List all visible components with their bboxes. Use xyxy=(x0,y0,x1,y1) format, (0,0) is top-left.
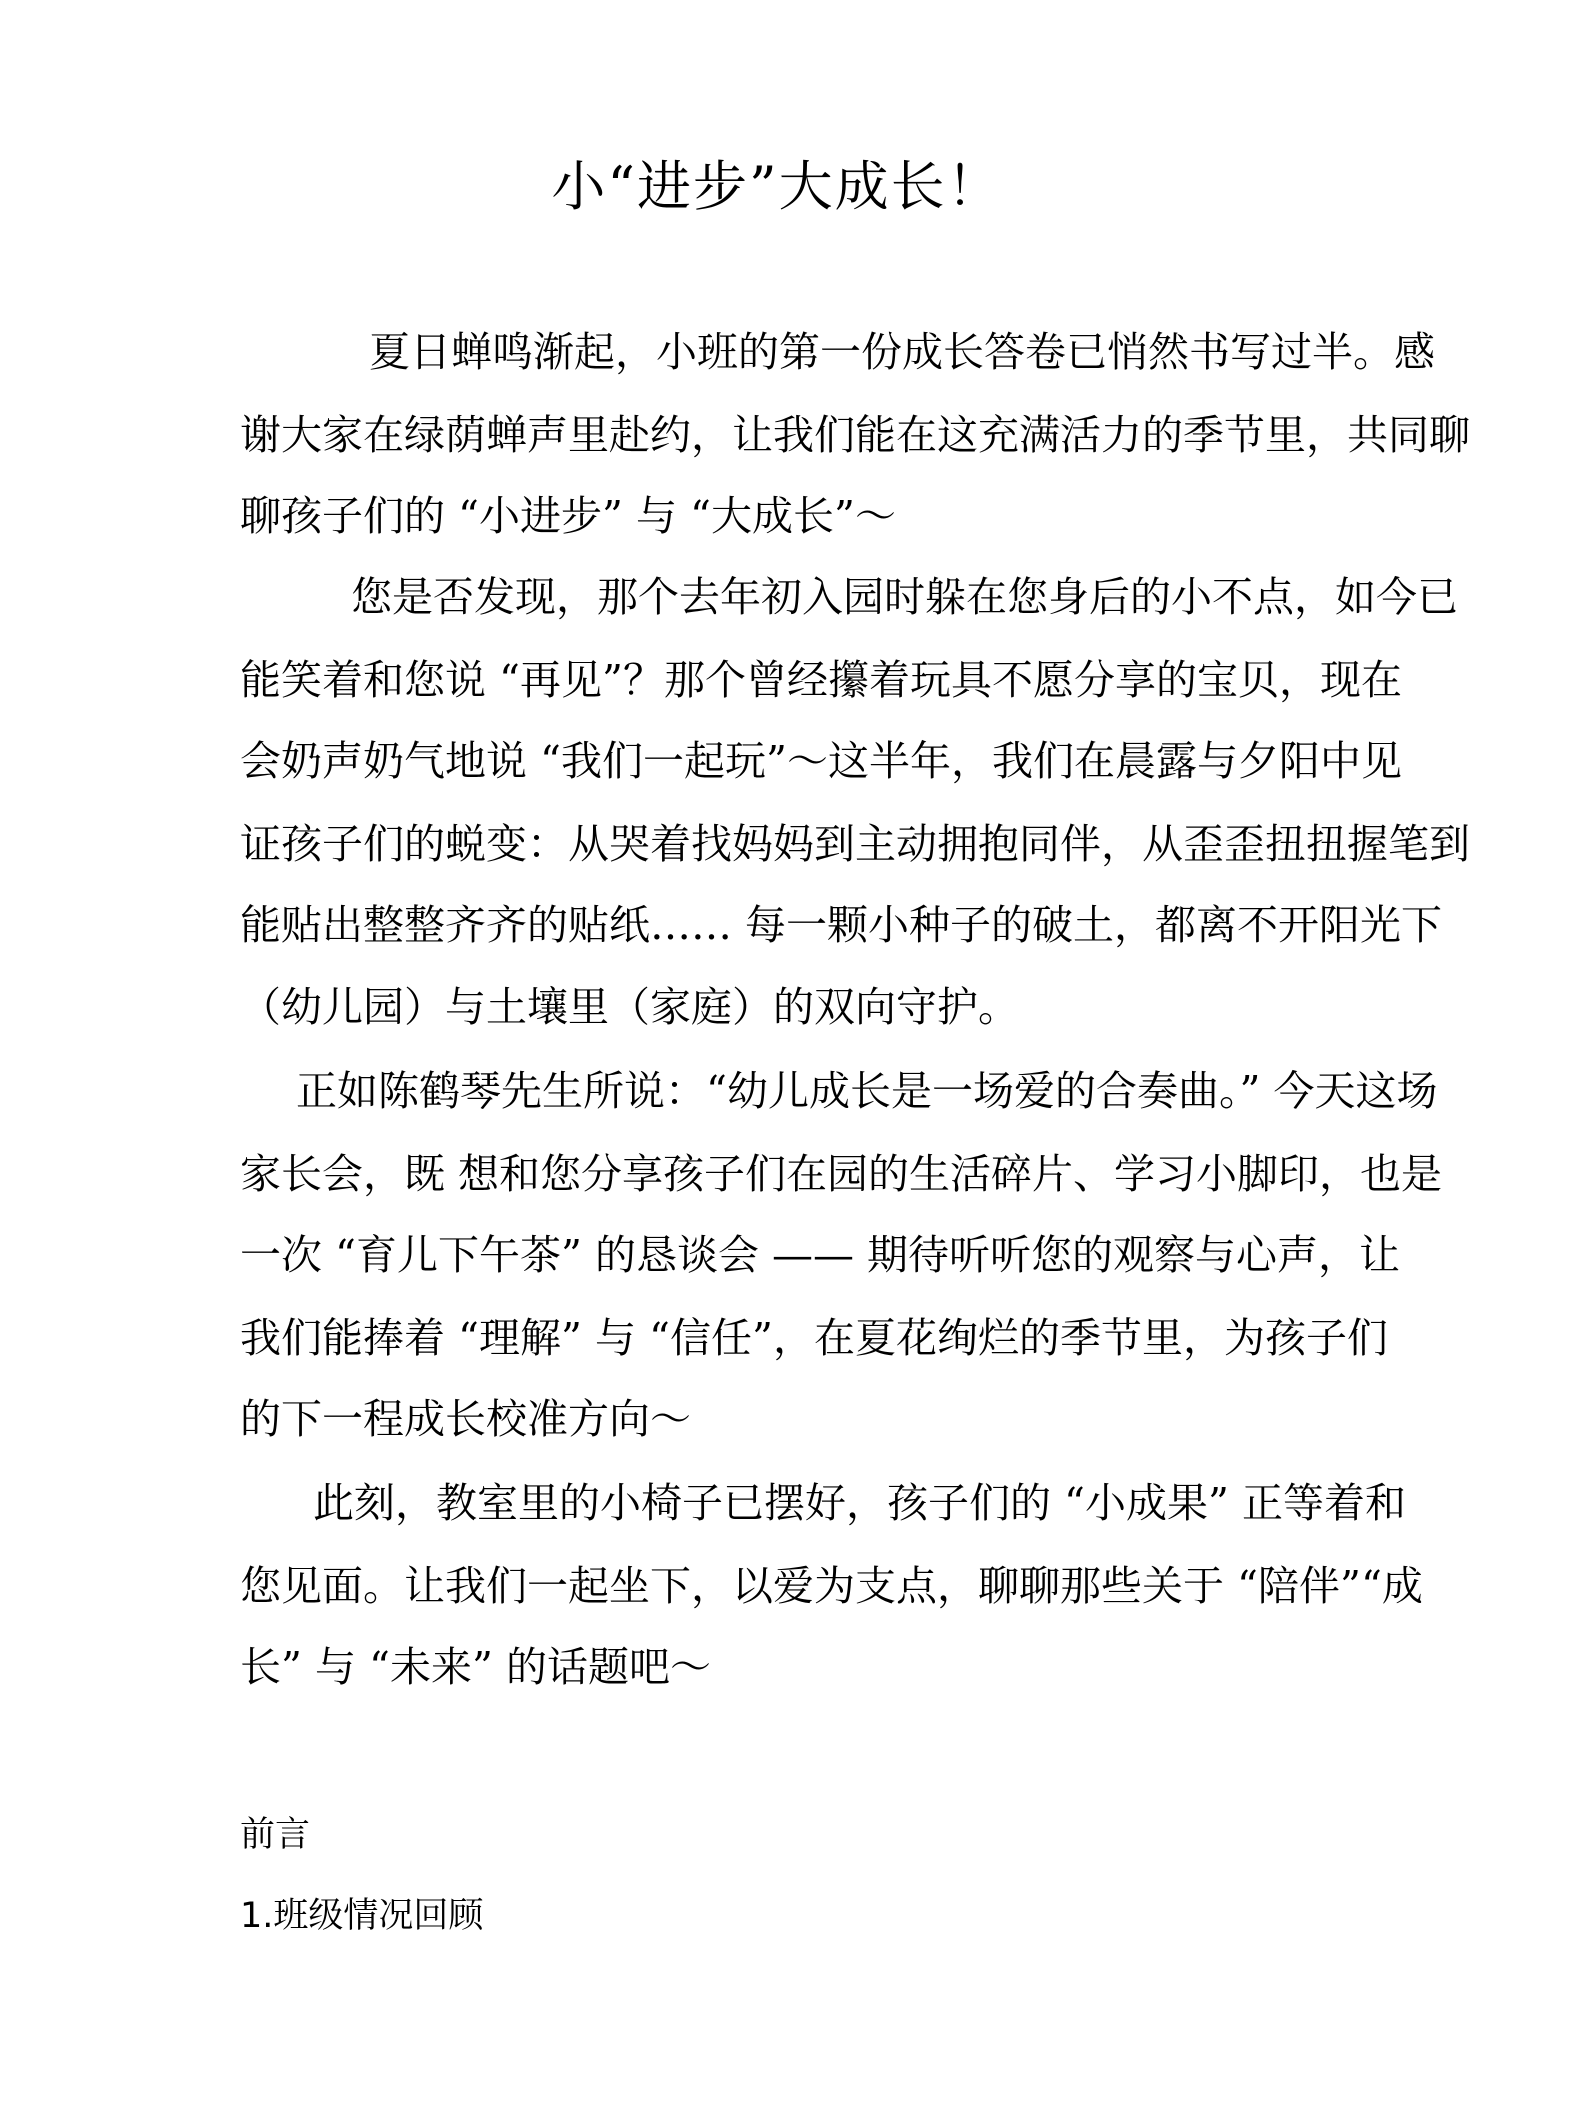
section-heading-preface: 前言 xyxy=(240,1815,311,1855)
paragraph-3-line-4: 我们能捧着 “理解” 与 “信任”，在夏花绚烂的季节里，为孩子们 xyxy=(240,1314,1388,1362)
paragraph-1-line-3: 聊孩子们的 “小进步” 与 “大成长”～ xyxy=(240,492,896,540)
paragraph-2-line-2: 能笑着和您说 “再见”？那个曾经攥着玩具不愿分享的宝贝，现在 xyxy=(240,656,1402,704)
paragraph-2-line-5: 能贴出整整齐齐的贴纸…… 每一颗小种子的破土，都离不开阳光下 xyxy=(240,901,1443,949)
paragraph-1-line-1: 夏日蝉鸣渐起，小班的第一份成长答卷已悄然书写过半。感 xyxy=(369,328,1435,376)
paragraph-4-line-3: 长” 与 “未来” 的话题吧～ xyxy=(240,1643,711,1691)
paragraph-3-line-2: 家长会，既 想和您分享孩子们在园的生活碎片、学习小脚印，也是 xyxy=(240,1150,1443,1198)
paragraph-2-line-4: 证孩子们的蜕变：从哭着找妈妈到主动拥抱同伴，从歪歪扭扭握笔到 xyxy=(240,820,1470,868)
document-title: 小“进步”大成长！ xyxy=(551,155,1003,218)
paragraph-2-line-1: 您是否发现，那个去年初入园时躲在您身后的小不点，如今已 xyxy=(351,573,1458,621)
paragraph-1-line-2: 谢大家在绿荫蝉声里赴约，让我们能在这充满活力的季节里，共同聊 xyxy=(240,411,1470,459)
paragraph-3-line-5: 的下一程成长校准方向～ xyxy=(240,1395,691,1443)
paragraph-3-line-1: 正如陈鹤琴先生所说：“幼儿成长是一场爱的合奏曲。” 今天这场 xyxy=(296,1067,1438,1115)
section-heading-class-review: 1.班级情况回顾 xyxy=(240,1896,484,1936)
paragraph-3-line-3: 一次 “育儿下午茶” 的恳谈会 —— 期待听听您的观察与心声，让 xyxy=(240,1231,1401,1279)
paragraph-4-line-2: 您见面。让我们一起坐下，以爱为支点，聊聊那些关于 “陪伴”“成 xyxy=(240,1562,1423,1610)
paragraph-2-line-3: 会奶声奶气地说 “我们一起玩”～这半年，我们在晨露与夕阳中见 xyxy=(240,737,1402,785)
paragraph-2-line-6: （幼儿园）与土壤里（家庭）的双向守护。 xyxy=(240,983,1019,1031)
paragraph-4-line-1: 此刻，教室里的小椅子已摆好，孩子们的 “小成果” 正等着和 xyxy=(313,1479,1406,1527)
